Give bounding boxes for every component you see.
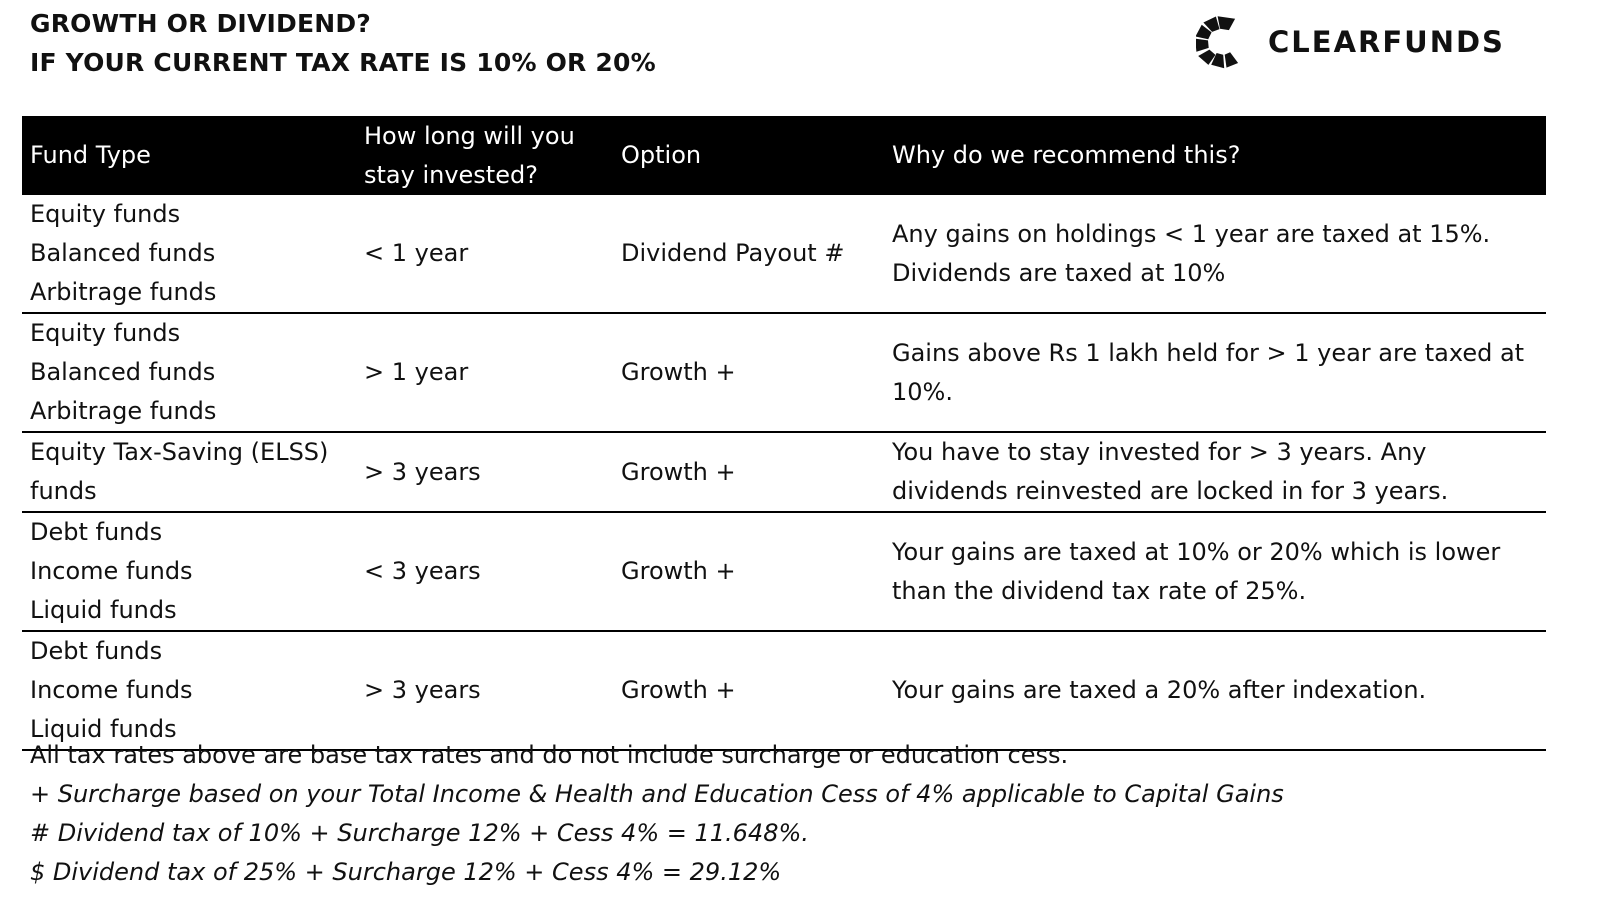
table-row (22, 512, 1546, 631)
why-line: dividends reinvested are locked in for 3 years. (892, 477, 1449, 505)
header-fund-type: Fund Type (22, 116, 356, 195)
why-line: than the dividend tax rate of 25%. (892, 576, 1307, 605)
footnote-surcharge: + Surcharge based on your Total Income & Health and Education Cess of 4% applicable to Capital Gains (30, 780, 1284, 808)
title-line-1: GROWTH OR DIVIDEND? (30, 9, 371, 38)
why-cell (884, 313, 1546, 432)
duration-cell: > 1 year (364, 358, 469, 386)
fund-type-line: funds (30, 477, 97, 505)
page-title (30, 4, 656, 82)
header-duration (356, 116, 613, 195)
fund-type-cell (22, 313, 356, 432)
title-line-2: IF YOUR CURRENT TAX RATE IS 10% OR 20% (30, 48, 656, 77)
fund-type-line: Income funds (30, 676, 193, 704)
fund-type-line: Debt funds (30, 518, 163, 546)
fund-type-line: Arbitrage funds (30, 397, 217, 425)
fund-type-cell (22, 631, 356, 750)
header-option: Option (613, 116, 884, 195)
tax-recommendation-table (22, 116, 1546, 751)
fund-type-line: Balanced funds (30, 239, 216, 267)
footnote-dividend-10: # Dividend tax of 10% + Surcharge 12% + Cess 4% = 11.648%. (30, 819, 809, 847)
duration-cell: > 3 years (364, 457, 481, 486)
duration-cell: < 3 years (364, 557, 481, 585)
table-row (22, 631, 1546, 750)
fund-type-line: Balanced funds (30, 358, 216, 386)
fund-type-line: Debt funds (30, 637, 163, 665)
footnotes (30, 736, 1284, 892)
why-cell (884, 512, 1546, 631)
table-row (22, 195, 1546, 313)
header-duration-line-2: stay invested? (364, 160, 538, 189)
duration-cell: < 1 year (364, 239, 469, 267)
fund-type-cell (22, 195, 356, 313)
option-cell: Growth + (621, 457, 736, 486)
why-line: Your gains are taxed at 10% or 20% which is lower (892, 537, 1501, 566)
option-cell: Growth + (621, 358, 736, 386)
why-line: Gains above Rs 1 lakh held for > 1 year are taxed at (892, 338, 1525, 367)
option-cell: Growth + (621, 676, 736, 704)
why-cell (884, 631, 1546, 750)
table-header (22, 116, 1546, 195)
footnote-dividend-25: $ Dividend tax of 25% + Surcharge 12% + Cess 4% = 29.12% (30, 858, 782, 886)
fund-type-line: Equity funds (30, 200, 181, 228)
fund-type-line: Arbitrage funds (30, 278, 217, 306)
option-cell: Dividend Payout # (621, 239, 845, 267)
why-line: 10%. (892, 377, 953, 406)
footnote-base-rates: All tax rates above are base tax rates and do not include surcharge or education cess. (30, 741, 1069, 769)
fund-type-line: Equity Tax-Saving (ELSS) (30, 438, 329, 466)
fund-type-line: Equity funds (30, 319, 181, 347)
why-line: Your gains are taxed a 20% after indexation. (892, 676, 1427, 704)
why-cell (884, 195, 1546, 313)
fund-type-line: Income funds (30, 557, 193, 585)
clearfunds-logo-icon (1196, 14, 1246, 70)
header-duration-line-1: How long will you (364, 121, 575, 150)
fund-type-line: Liquid funds (30, 715, 177, 743)
brand-name: CLEARFUNDS (1268, 25, 1505, 59)
why-line: You have to stay invested for > 3 years. Any (892, 438, 1427, 466)
header-why: Why do we recommend this? (884, 116, 1546, 195)
header-row (22, 116, 1546, 195)
duration-cell: > 3 years (364, 676, 481, 704)
why-cell (884, 432, 1546, 512)
brand-logo (1196, 14, 1505, 70)
fund-type-cell (22, 512, 356, 631)
why-line: Dividends are taxed at 10% (892, 258, 1226, 287)
why-line: Any gains on holdings < 1 year are taxed at 15%. (892, 219, 1491, 248)
option-cell: Growth + (621, 557, 736, 585)
fund-type-line: Liquid funds (30, 596, 177, 624)
fund-type-cell (22, 432, 356, 512)
table-row (22, 432, 1546, 512)
table-row (22, 313, 1546, 432)
